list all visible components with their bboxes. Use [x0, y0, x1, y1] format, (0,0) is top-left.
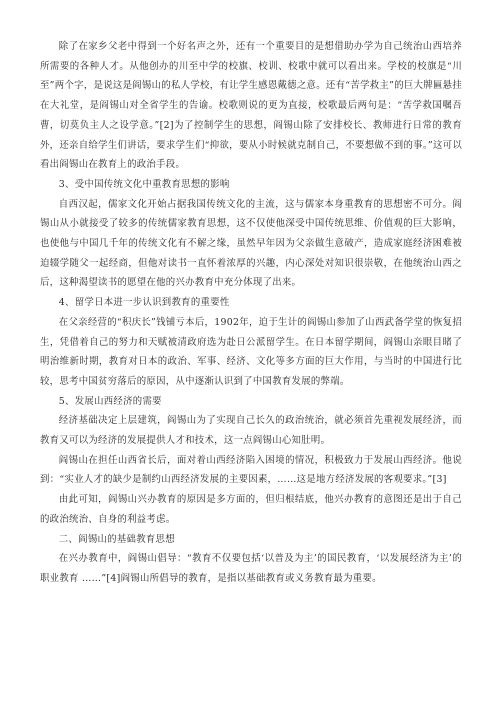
paragraph-economy: 经济基础决定上层建筑，阎锡山为了实现自己长久的政治统治，就必须首先重视发展经济，而教育又可以为经济的发展提供人才和技术，这一点阎锡山心知肚明。 [40, 415, 462, 447]
heading-study-in-japan: 4、留学日本进一步认识到教育的重要性 [58, 297, 230, 309]
paragraph-basic-education: 在兴办教育中，阎锡山倡导：“教育不仅要包括‘以普及为主’的国民教育，‘以发展经济为主’的职业教育 ……”[4]阎锡山所倡导的教育，是指以基础教育或义务教育最为重要。 [40, 553, 462, 584]
document-page [40, 37, 462, 589]
heading-basic-education: 二、阎锡山的基础教育思想 [58, 533, 175, 545]
heading-economy: 5、发展山西经济的需要 [58, 395, 162, 407]
paragraph-governor: 阎锡山在担任山西省长后，面对着山西经济陷入困境的情况，积极致力于发展山西经济。他说到：“实业人才的缺少是制约山西经济发展的主要因素，……这是地方经济发展的客观要求。”[3] [40, 454, 462, 486]
paragraph-traditional-culture: 自西汉起，儒家文化开始占据我国传统文化的主流，这与儒家本身重教育的思想密不可分。阎锡山从小就接受了较多的传统儒家教育思想，这不仅使他深受中国传统思维、价值观的巨大影响，也使他与中国几千年的传统文化有不解之缘，虽然早年因为父亲做生意破产，造成家庭经济困难被迫辍学随父一起经商，但他对读书一直怀着浓厚的兴趣，内心深处对知识很崇敬，在他统治山西之后，这种渴望读书的愿望在他的兴办教育中充分体现了出来。 [40, 198, 462, 289]
paragraph-study-in-japan: 在父亲经营的“积庆长”钱铺亏本后，1902年，迫于生计的阎锡山参加了山西武备学堂的恢复招生，凭借着自己的努力和天赋被清政府选为赴日公派留学生。在日本留学期间，阎锡山亲眼目睹了明治维新时期，教育对日本的政治、军事、经济、文化等多方面的巨大作用，与当时的中国进行比较，思考中国贫穷落后的原因，从中逐渐认识到了中国教育发展的弊端。 [40, 316, 462, 387]
paragraph-school-motto: 除了在家乡父老中得到一个好名声之外，还有一个重要目的是想借助办学为自己统治山西培养所需要的各种人才。从他创办的川至中学的校旗、校训、校歌中就可以看出来。学校的校旗是“川至”两个字，是说这是阎锡山的私人学校，有让学生感恩戴德之意。还有“苦学救主”的巨大牌匾悬挂在大礼堂，是阎锡山对全省学生的告谕。校歌则说的更为直接，校歌最后两句是：“苦学救国嘱吾曹，切莫负主人之设学意。”[2]为了控制学生的思想，阎锡山除了安排校长、教师进行日常的教育外，还亲自给学生们讲话，要求学生们“抑欲，要从小时候就克制自己，不要想做不到的事。”这可以看出阎锡山在教育上的政治手段。 [40, 41, 462, 171]
heading-traditional-culture: 3、受中国传统文化中重教育思想的影响 [58, 178, 230, 190]
paragraph-conclusion: 由此可知，阎锡山兴办教育的原因是多方面的，但归根结底，他兴办教育的意图还是出于自己的政治统治、自身的利益考虑。 [40, 494, 462, 525]
